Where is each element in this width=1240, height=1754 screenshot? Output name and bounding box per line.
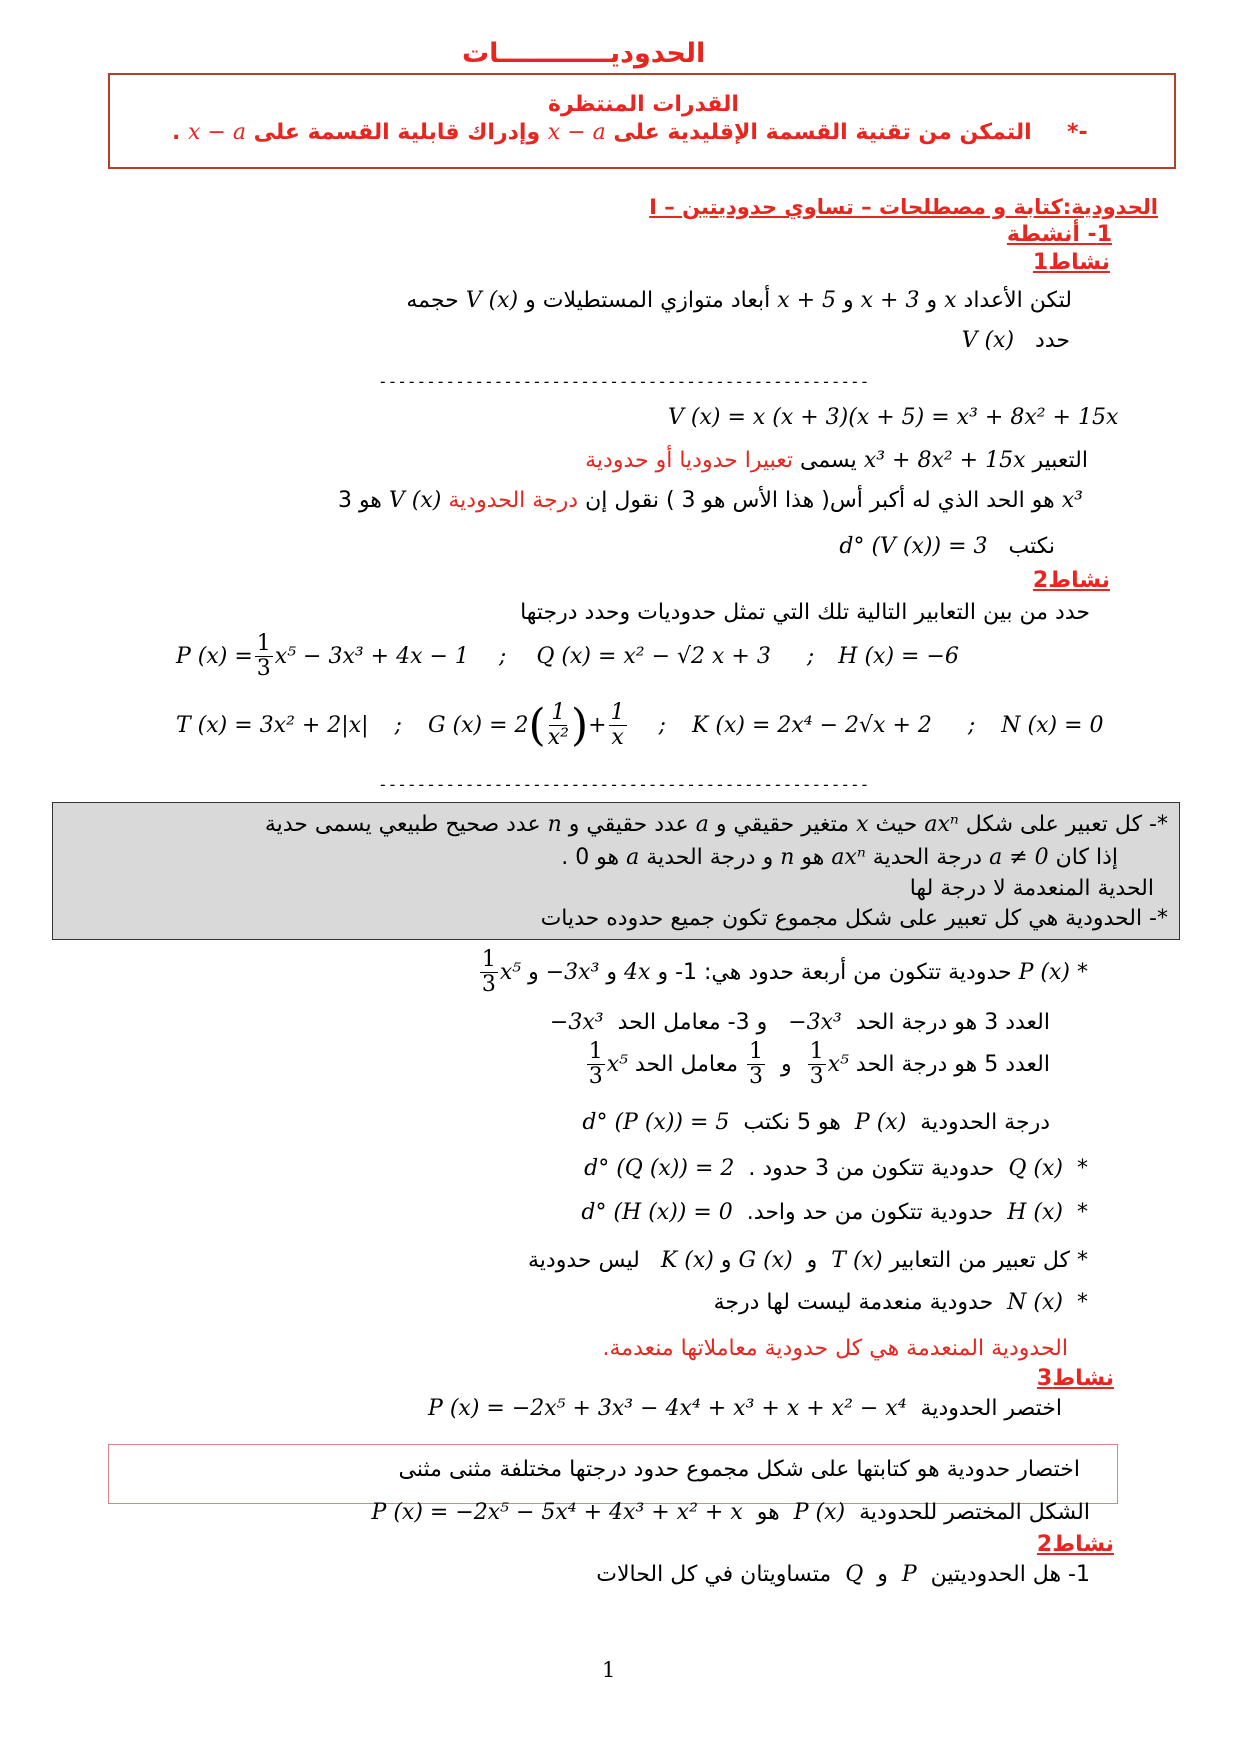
act4-math-q: Q	[845, 1562, 864, 1587]
ex-math-m3x3: −3x³	[545, 960, 600, 986]
ex-math-m3x3c: −3x³	[549, 1010, 604, 1035]
ex-p3-frac2-den: 3	[749, 1064, 764, 1090]
ex-p4-b: هو 5 نكتب	[743, 1110, 841, 1135]
ex-math-nx: N (x)	[1007, 1290, 1063, 1315]
sep: ;	[806, 644, 815, 670]
act3-res-b: هو	[756, 1500, 780, 1525]
ex-math-m3x3b: −3x³	[788, 1010, 842, 1035]
capacities-end: .	[172, 120, 181, 145]
activity1-heading: نشاط1	[1032, 250, 1110, 275]
page-title: الحدوديــــــــــــات	[462, 38, 706, 69]
poly-G-frac2	[609, 701, 627, 750]
ex-p1-b: حدودية تتكون من أربعة حدود هي: 1- و	[657, 960, 1012, 986]
act4-q-a: 1- هل الحدوديتين	[930, 1562, 1090, 1587]
act4-question	[596, 1562, 1090, 1587]
act1-math-vx: V (x)	[465, 288, 519, 313]
ex-math-degq: d° (Q (x)) = 2	[584, 1156, 735, 1181]
explain-p6	[581, 1200, 1088, 1225]
explain-p1	[478, 948, 1088, 997]
sep: ;	[967, 713, 976, 738]
ex-p6-b: حدودية تتكون من حد واحد.	[746, 1200, 994, 1225]
ex-p4-a: درجة الحدودية	[920, 1110, 1050, 1135]
ex-p3-b: و	[781, 1052, 792, 1078]
poly-P-den: 3	[256, 656, 271, 682]
poly-G-den2: x	[611, 725, 624, 750]
def-l2-c: هو	[801, 845, 825, 870]
ex-p7-d: ليس حدودية	[528, 1248, 640, 1273]
ex-p3-frac3-den: 3	[588, 1064, 603, 1090]
act3-math-px: P (x)	[793, 1500, 846, 1525]
sep: ;	[394, 713, 402, 738]
act1-math-x3: x + 3	[860, 288, 920, 313]
act1-text-c: حجمه	[406, 288, 459, 313]
ex-p2-a: العدد 3 هو درجة الحد	[855, 1010, 1050, 1035]
act1-math-vx2: V (x)	[961, 328, 1015, 353]
poly-G-num2: 1	[610, 699, 625, 725]
act1-line1	[406, 288, 1072, 313]
expr-polynomial-term: تعبيرا حدوديا أو حدودية	[585, 448, 793, 473]
poly-P-num: 1	[256, 631, 271, 656]
ex-p2-b: و 3- معامل الحد	[617, 1010, 768, 1035]
def-math-axn: axⁿ	[924, 812, 959, 837]
poly-G-den1: x²	[547, 725, 569, 750]
explain-p5	[584, 1156, 1088, 1181]
ex-p3-c: معامل الحد	[634, 1052, 739, 1078]
explain-p9: الحدودية المنعدمة هي كل حدودية معاملاتها منعدمة.	[602, 1336, 1068, 1361]
deg-text-c: هو 3	[337, 488, 382, 513]
ex-math-qx: Q (x)	[1008, 1156, 1063, 1181]
poly-G-plus: +	[588, 713, 607, 738]
capacities-part2: وإدراك قابلية القسمة على	[253, 120, 541, 145]
poly-H: H (x) = −6	[838, 644, 959, 670]
poly-P-rhs: x⁵ − 3x³ + 4x − 1	[274, 644, 469, 670]
act1-text-a: لتكن الأعداد	[963, 288, 1072, 313]
ex-and: و	[606, 960, 618, 986]
def-math-axn2: axⁿ	[831, 845, 866, 870]
ex-p8-b: حدودية منعدمة ليست لها درجة	[713, 1290, 994, 1315]
act1-degree-line	[338, 488, 1083, 513]
ex-p3-x5b: x⁵	[606, 1052, 628, 1078]
def-math-n: n	[547, 812, 562, 837]
bullet: *	[1077, 1290, 1088, 1315]
dash-separator-2: ---------------------------------------------------	[378, 775, 870, 794]
poly-N: N (x) = 0	[1001, 713, 1104, 738]
deg-text-b: درجة الحدودية	[448, 488, 579, 513]
act1-math-x: x	[944, 288, 957, 313]
def-l1-a: *- كل تعبير على شكل	[965, 812, 1168, 837]
act1-and1: و	[926, 288, 938, 313]
act3-math-result: P (x) = −2x⁵ − 5x⁴ + 4x³ + x² + x	[371, 1500, 743, 1525]
act4-q-c: متساويتان في كل الحالات	[596, 1562, 832, 1587]
act3-res-a: الشكل المختصر للحدودية	[859, 1500, 1090, 1525]
ex-p3-frac1-den: 3	[809, 1064, 824, 1090]
poly-G-lhs: G (x) = 2	[427, 713, 529, 738]
expr-label: التعبير	[1032, 448, 1088, 473]
simplify-def-text: اختصار حدودية هو كتابتها على شكل مجموع حدود درجتها مختلفة مثنى مثنى	[398, 1457, 1080, 1482]
act3-instruction	[428, 1396, 1062, 1421]
sep: ;	[658, 713, 666, 738]
ex-p3-frac1-num: 1	[809, 1039, 824, 1064]
ex-math-px2: P (x)	[854, 1110, 907, 1135]
deg-text-a: هو الحد الذي له أكبر أس( هذا الأس هو 3 ) نقول إن	[585, 488, 1055, 513]
dash-separator-1: ---------------------------------------------------	[378, 372, 870, 391]
section-heading: I – الحدودية:كتابة و مصطلحات – تساوي حدوديتين	[649, 195, 1158, 219]
capacities-prefix: *-	[1066, 120, 1088, 145]
ex-and2: و	[528, 960, 539, 986]
ex-frac-den: 3	[481, 972, 496, 998]
def-l1-d: عدد حقيقي و	[568, 812, 689, 837]
expr-called: يسمى	[800, 448, 857, 473]
def-math-a0: a ≠ 0	[989, 845, 1049, 870]
poly-Q: Q (x) = x² − √2 x + 3	[536, 644, 771, 670]
activity2-heading: نشاط2	[1032, 568, 1110, 593]
explain-p8	[714, 1290, 1088, 1315]
ex-math-x5: x⁵	[499, 960, 522, 986]
section-sub: 1- أنشطة	[1006, 222, 1112, 247]
def-math-x: x	[856, 812, 869, 837]
ex-frac	[480, 948, 498, 997]
ex-p3-frac3	[587, 1040, 605, 1089]
ex-p3-frac1	[808, 1040, 826, 1089]
explain-p3	[585, 1040, 1050, 1089]
explain-p7	[528, 1248, 1088, 1273]
def-l2-e: هو 0 .	[561, 845, 620, 870]
def-line3: الحدية المنعدمة لا درجة لها	[909, 876, 1154, 901]
activity3-heading: نشاط3	[1036, 1366, 1114, 1391]
capacities-math-b: x − a	[188, 120, 246, 145]
ex-math-gx: G (x)	[738, 1248, 793, 1273]
def-line2	[561, 845, 1118, 870]
ex-p3-frac2	[747, 1040, 765, 1089]
bullet: *	[1077, 1156, 1088, 1181]
capacities-line	[172, 120, 1088, 145]
act1-math-x5: x + 5	[777, 288, 837, 313]
act2-instruction: حدد من بين التعابير التالية تلك التي تمثل حدوديات وحدد درجتها	[520, 600, 1090, 625]
deg-math-vx: V (x)	[388, 488, 442, 513]
capacities-part1: التمكن من تقنية القسمة الإقليدية على	[613, 120, 1032, 145]
write-degree-math: d° (V (x)) = 3	[839, 534, 988, 559]
ex-math-4x: 4x	[624, 960, 651, 986]
explain-p2	[550, 1010, 1050, 1035]
def-l1-e: عدد صحيح طبيعي يسمى حدية	[264, 812, 541, 837]
act2-row1	[176, 632, 959, 681]
act1-line2	[962, 328, 1070, 353]
ex-p3-x5: x⁵	[827, 1052, 849, 1078]
ex-p5-b: حدودية تتكون من 3 حدود .	[748, 1156, 995, 1181]
def-l1-c: متغير حقيقي و	[715, 812, 850, 837]
ex-math-degh: d° (H (x)) = 0	[581, 1200, 733, 1225]
def-math-n2: n	[780, 845, 795, 870]
def-math-a2: a	[626, 845, 640, 870]
bullet: *	[1077, 1200, 1088, 1225]
act4-math-p: P	[901, 1562, 917, 1587]
def-line1	[265, 812, 1168, 837]
activity4-heading: نشاط2	[1036, 1532, 1114, 1557]
act3-result	[372, 1500, 1090, 1525]
explain-p4	[582, 1110, 1050, 1135]
deg-math-x3: x³	[1061, 488, 1083, 513]
act1-and2: و	[843, 288, 854, 313]
def-math-a: a	[695, 812, 709, 837]
poly-G-frac1	[548, 701, 569, 750]
act3-math-p: P (x) = −2x⁵ + 3x³ − 4x⁴ + x³ + x + x² − x⁴	[428, 1396, 907, 1421]
act1-determine: حدد	[1035, 328, 1070, 353]
ex-p3-a: العدد 5 هو درجة الحد	[855, 1052, 1050, 1078]
ex-math-px: P (x)	[1018, 960, 1070, 986]
poly-T: T (x) = 3x² + 2|x|	[176, 713, 369, 738]
write-label: نكتب	[1008, 534, 1055, 559]
ex-p3-frac3-num: 1	[588, 1039, 603, 1064]
act1-eq-volume: V (x) = x (x + 3)(x + 5) = x³ + 8x² + 15x	[668, 405, 1119, 430]
ex-p7-a: * كل تعبير من التعابير	[889, 1248, 1088, 1273]
def-l2-b: درجة الحدية	[872, 845, 983, 870]
sep: ;	[498, 644, 507, 670]
poly-K: K (x) = 2x⁴ − 2√x + 2	[691, 713, 932, 738]
poly-G-num1: 1	[551, 699, 566, 725]
ex-math-hx: H (x)	[1007, 1200, 1063, 1225]
def-line4: *- الحدودية هي كل تعبير على شكل مجموع تكون جميع حدوده حديات	[540, 906, 1168, 931]
capacities-heading: القدرات المنتظرة	[548, 92, 739, 117]
def-l1-b: حيث	[875, 812, 918, 837]
act2-row2: T (x) = 3x² + 2|x| ; G (x) = 2 ( $\frac{1}{\text{x²}}$ ) + $\frac{1}{x}$ ; K (x) = 2x⁴ − 2√x + 2 ; N (x) = 0	[176, 699, 1104, 751]
ex-frac-num: 1	[481, 947, 496, 972]
poly-P-lhs: P (x) =	[176, 644, 253, 670]
bullet: *	[1077, 960, 1088, 986]
act3-instr: اختصر الحدودية	[920, 1396, 1062, 1421]
poly-P-fraction	[255, 632, 273, 681]
page-number: 1	[602, 1658, 616, 1682]
ex-p7-c: و	[720, 1248, 732, 1273]
ex-p3-frac2-num: 1	[749, 1039, 764, 1064]
act1-expr-line	[585, 448, 1088, 473]
ex-p7-b: و	[806, 1248, 818, 1273]
def-l2-d: و درجة الحدية	[646, 845, 774, 870]
act1-write-line	[839, 534, 1055, 559]
def-l2-a: إذا كان	[1055, 845, 1118, 870]
ex-math-kx: K (x)	[660, 1248, 714, 1273]
act1-text-b: أبعاد متوازي المستطيلات و	[525, 288, 771, 313]
ex-math-degp: d° (P (x)) = 5	[582, 1110, 730, 1135]
act4-q-b: و	[877, 1562, 888, 1587]
capacities-math-a: x − a	[547, 120, 606, 145]
ex-math-tx: T (x)	[831, 1248, 883, 1273]
expr-math: x³ + 8x² + 15x	[863, 448, 1026, 473]
